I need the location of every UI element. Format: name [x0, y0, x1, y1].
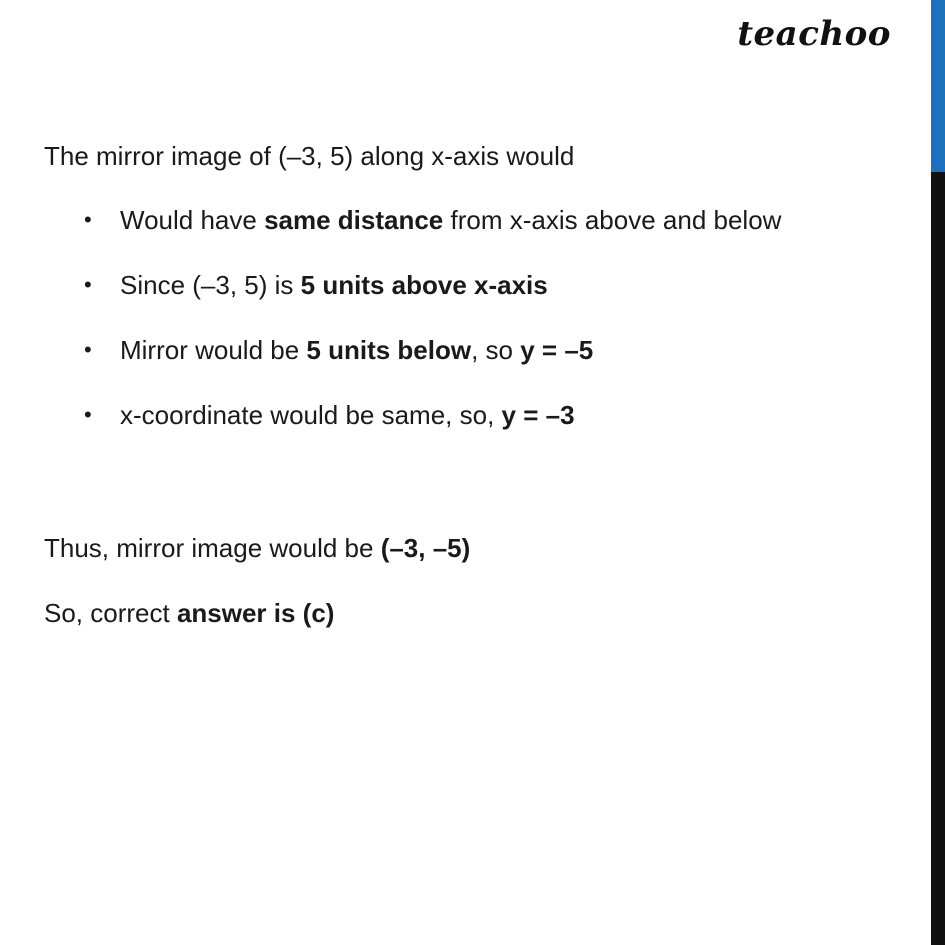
bullet-text: from x-axis above and below — [443, 205, 782, 235]
bullet-bold-text: 5 units below — [306, 335, 472, 365]
bullet-bold-text: y = –5 — [520, 335, 594, 365]
edge-accent-block — [931, 0, 945, 172]
bullet-bold-text: 5 units above x-axis — [300, 270, 548, 300]
teachoo-logo: teachoo — [737, 14, 891, 54]
conclusion-line-1 — [44, 530, 470, 566]
bullet-item — [84, 267, 781, 303]
conclusion-bold-text: (–3, –5) — [380, 533, 471, 563]
bullet-bold-text: same distance — [264, 205, 444, 235]
intro-text: The mirror image of (–3, 5) along x-axis would — [44, 141, 575, 171]
right-edge-bar — [931, 0, 945, 945]
answer-bold-text: answer is (c) — [176, 598, 335, 628]
bullet-icon: • — [84, 207, 92, 232]
bullet-text: Since (–3, 5) is — [120, 270, 301, 300]
bullet-icon: • — [84, 337, 92, 362]
explanation-bullets — [84, 202, 781, 462]
bullet-item — [84, 202, 781, 238]
bullet-item — [84, 397, 781, 433]
bullet-text: Mirror would be — [120, 335, 307, 365]
bullet-text: Would have — [120, 205, 265, 235]
bullet-icon: • — [84, 272, 92, 297]
conclusion-text: So, correct — [44, 598, 177, 628]
bullet-icon: • — [84, 402, 92, 427]
bullet-text: x-coordinate would be same, so, — [120, 400, 502, 430]
conclusion-text: Thus, mirror image would be — [44, 533, 381, 563]
conclusion-line-2 — [44, 595, 334, 631]
bullet-text: , so — [471, 335, 521, 365]
bullet-bold-text: y = –3 — [501, 400, 575, 430]
bullet-item — [84, 332, 781, 368]
